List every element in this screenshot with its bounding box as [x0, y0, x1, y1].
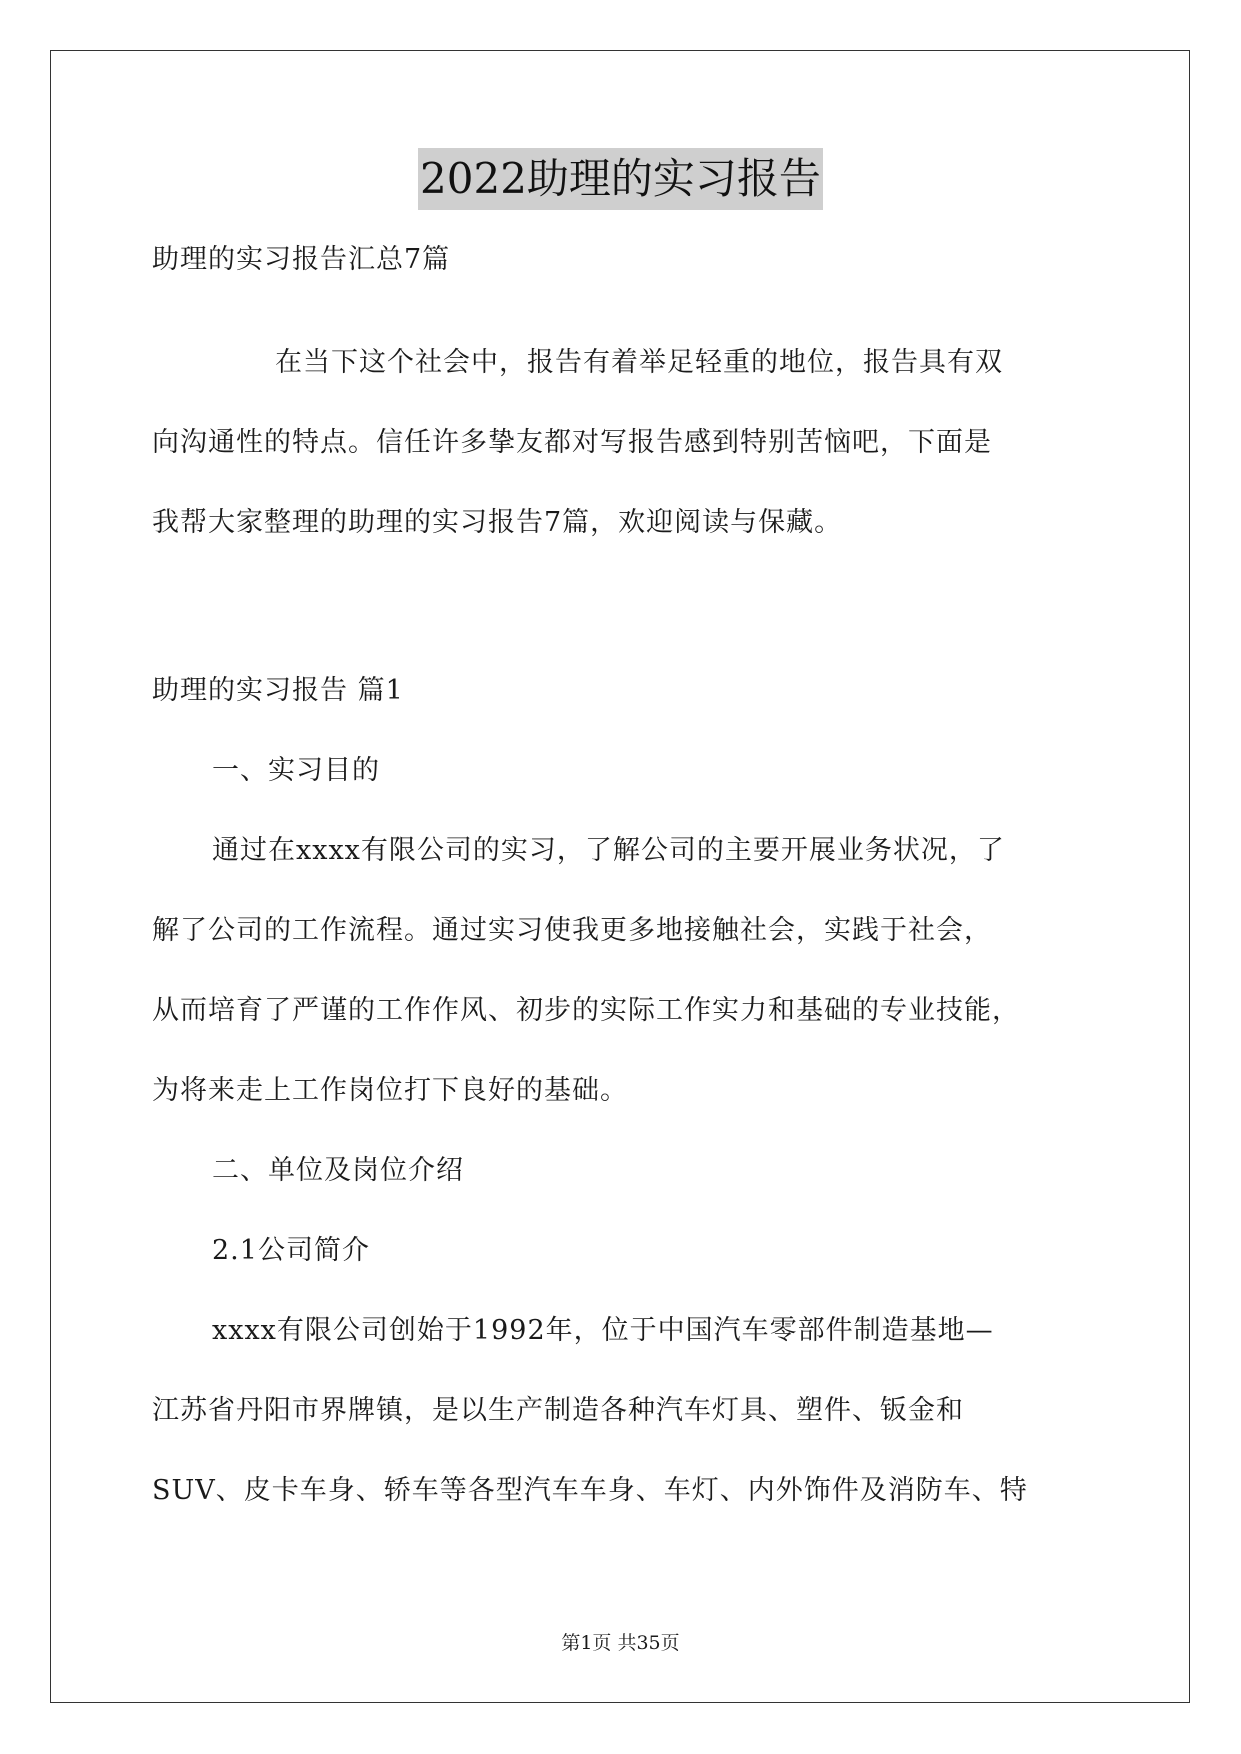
- purpose-line-1: 通过在xxxx有限公司的实习，了解公司的主要开展业务状况，了: [212, 835, 1005, 866]
- title-container: [0, 148, 1241, 210]
- page-border: [50, 50, 1190, 1703]
- section-heading-1: 助理的实习报告 篇1: [152, 675, 404, 706]
- company-line-3: SUV、皮卡车身、轿车等各型汽车车身、车灯、内外饰件及消防车、特: [152, 1475, 1028, 1506]
- summary-heading: 助理的实习报告汇总7篇: [152, 244, 451, 275]
- company-line-2: 江苏省丹阳市界牌镇，是以生产制造各种汽车灯具、塑件、钣金和: [152, 1395, 964, 1426]
- document-title: 2022助理的实习报告: [418, 148, 823, 210]
- company-line-1: xxxx有限公司创始于1992年，位于中国汽车零部件制造基地—: [212, 1315, 994, 1346]
- intro-line-1: 在当下这个社会中，报告有着举足轻重的地位，报告具有双: [275, 347, 1003, 378]
- purpose-line-3: 从而培育了严谨的工作作风、初步的实际工作实力和基础的专业技能，: [152, 995, 1020, 1026]
- purpose-line-4: 为将来走上工作岗位打下良好的基础。: [152, 1075, 628, 1106]
- subheading-purpose: 一、实习目的: [212, 755, 380, 786]
- subheading-company: 2.1公司简介: [212, 1235, 370, 1266]
- purpose-line-2: 解了公司的工作流程。通过实习使我更多地接触社会，实践于社会，: [152, 915, 992, 946]
- intro-line-3: 我帮大家整理的助理的实习报告7篇，欢迎阅读与保藏。: [152, 507, 843, 538]
- intro-line-2: 向沟通性的特点。信任许多挚友都对写报告感到特别苦恼吧，下面是: [152, 427, 992, 458]
- page-footer: 第1页 共35页: [561, 1632, 680, 1654]
- subheading-unit: 二、单位及岗位介绍: [212, 1155, 464, 1186]
